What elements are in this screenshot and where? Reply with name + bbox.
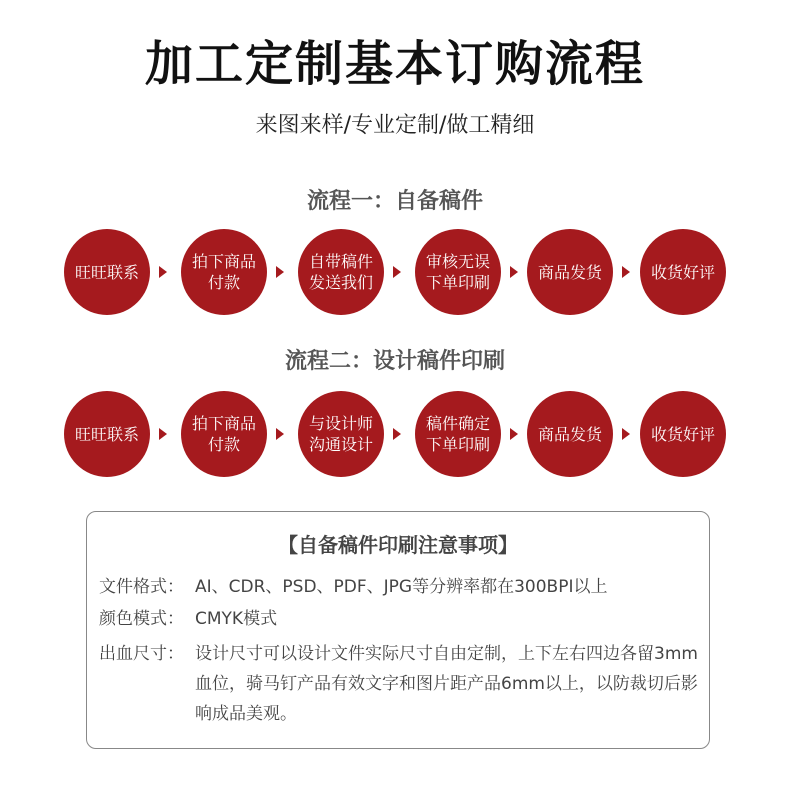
flow-2-step-6: 收货好评 bbox=[640, 391, 726, 477]
flow-2-title: 流程二：设计稿件印刷 bbox=[284, 349, 505, 374]
arrow-right-icon bbox=[159, 428, 167, 440]
flow-1-title: 流程一：自备稿件 bbox=[306, 189, 483, 214]
flow-2-step-4: 稿件确定 下单印刷 bbox=[415, 391, 501, 477]
flow-1-steps bbox=[0, 229, 790, 315]
arrow-right-icon bbox=[393, 428, 401, 440]
flow-1-step-1: 旺旺联系 bbox=[64, 229, 150, 315]
flow-1-step-4: 审核无误 下单印刷 bbox=[415, 229, 501, 315]
arrow-right-icon bbox=[276, 428, 284, 440]
arrow-right-icon bbox=[510, 266, 518, 278]
flow-2-steps bbox=[0, 391, 790, 477]
note-label: 出血尺寸： bbox=[99, 644, 184, 664]
flow-1-step-5: 商品发货 bbox=[527, 229, 613, 315]
arrow-right-icon bbox=[622, 428, 630, 440]
note-value: AI、CDR、PSD、PDF、JPG等分辨率都在300BPI以上 bbox=[195, 577, 608, 597]
note-value: 设计尺寸可以设计文件实际尺寸自由定制，上下左右四边各留3mm血位，骑马钉产品有效文字和图片距产品6mm以上，以防裁切后影响成品美观。 bbox=[195, 644, 698, 724]
flow-1-step-3: 自带稿件 发送我们 bbox=[298, 229, 384, 315]
flow-1-step-6: 收货好评 bbox=[640, 229, 726, 315]
note-label: 颜色模式： bbox=[99, 609, 184, 629]
flow-1-step-2: 拍下商品 付款 bbox=[181, 229, 267, 315]
arrow-right-icon bbox=[510, 428, 518, 440]
flow-2-step-1: 旺旺联系 bbox=[64, 391, 150, 477]
page-subtitle: 来图来样/专业定制/做工精细 bbox=[255, 113, 535, 138]
flow-2-step-5: 商品发货 bbox=[527, 391, 613, 477]
arrow-right-icon bbox=[159, 266, 167, 278]
arrow-right-icon bbox=[276, 266, 284, 278]
flow-2-step-2: 拍下商品 付款 bbox=[181, 391, 267, 477]
note-label: 文件格式： bbox=[99, 577, 184, 597]
note-value: CMYK模式 bbox=[195, 609, 278, 629]
arrow-right-icon bbox=[622, 266, 630, 278]
notes-panel bbox=[86, 511, 710, 749]
flow-2-step-3: 与设计师 沟通设计 bbox=[298, 391, 384, 477]
notes-title: 【自备稿件印刷注意事项】 bbox=[278, 533, 518, 557]
arrow-right-icon bbox=[393, 266, 401, 278]
page-title: 加工定制基本订购流程 bbox=[144, 36, 645, 92]
